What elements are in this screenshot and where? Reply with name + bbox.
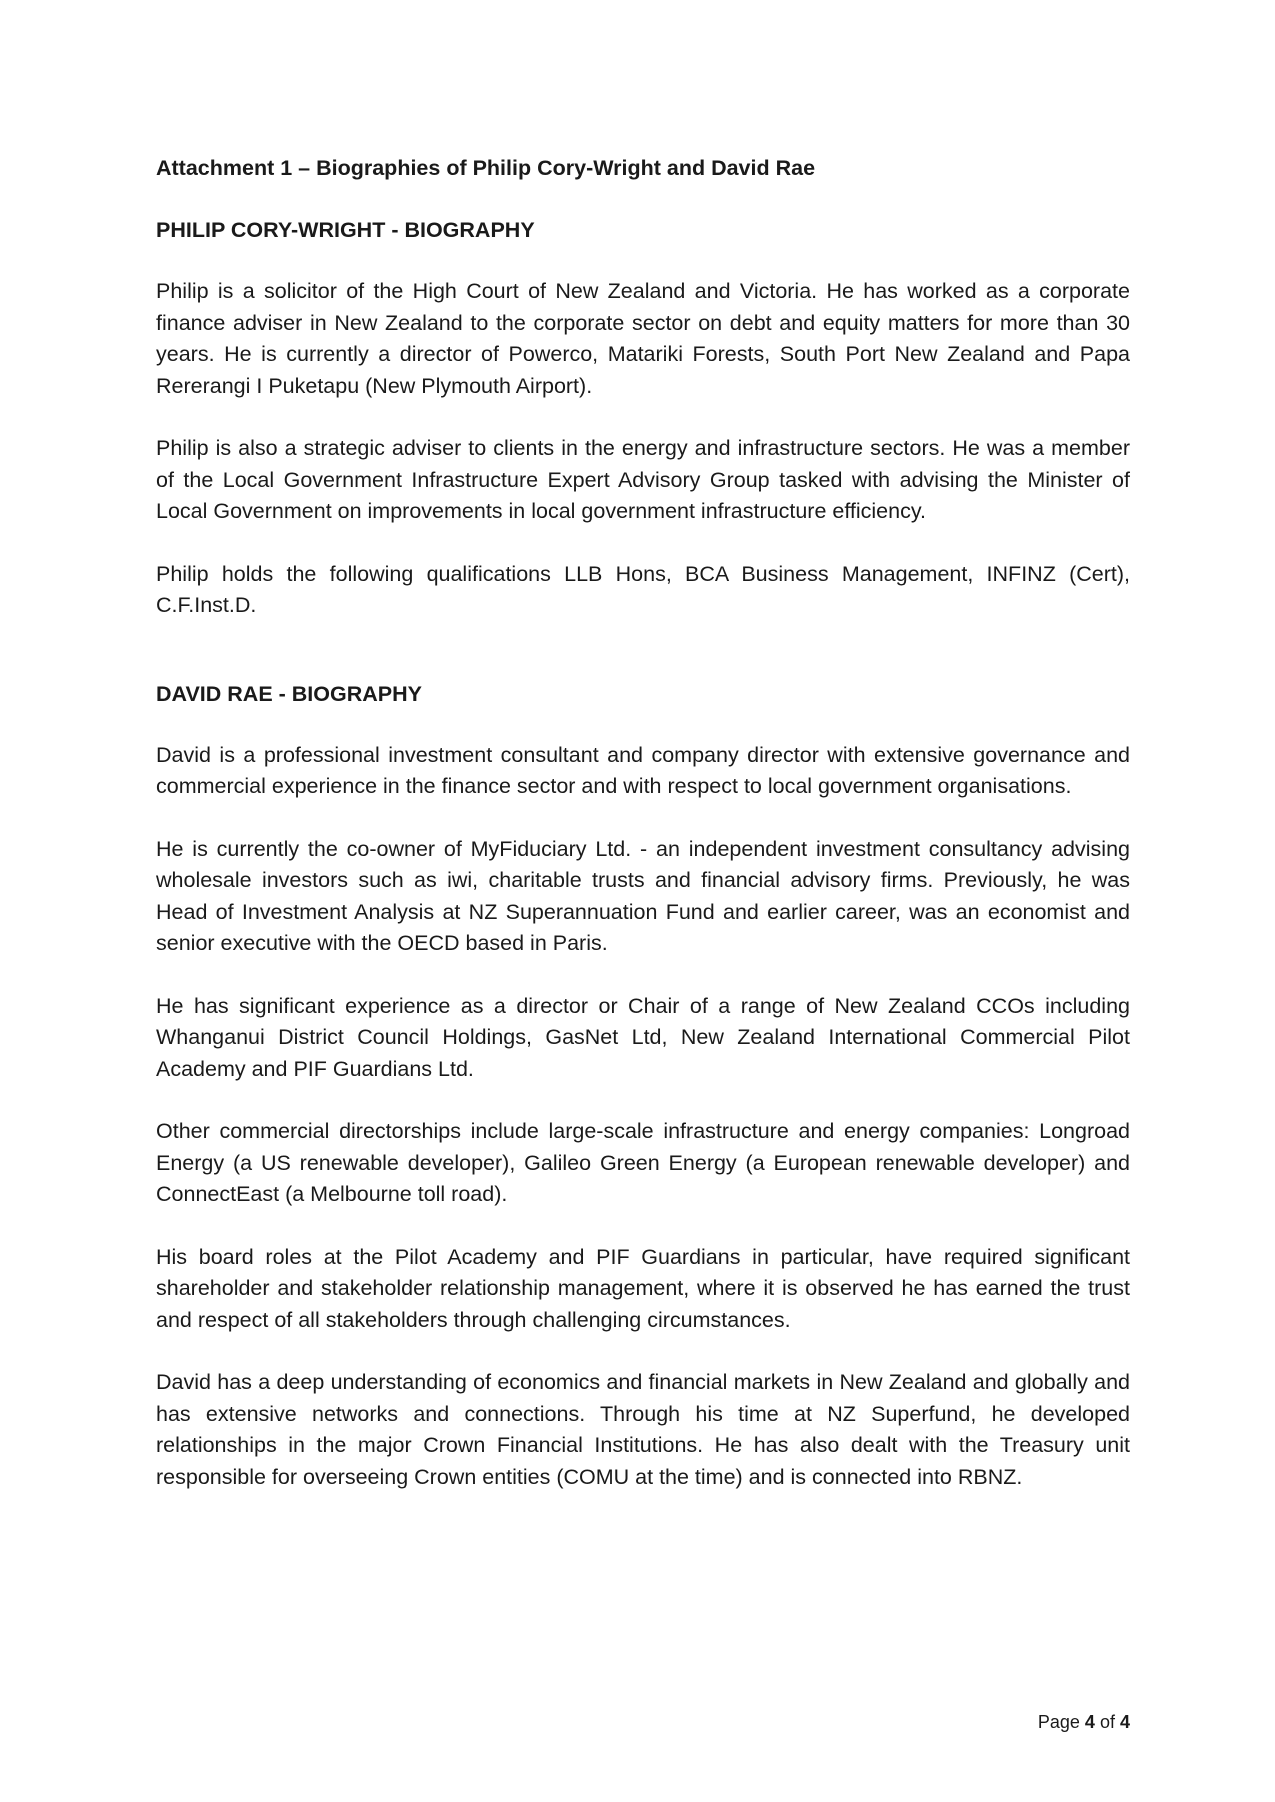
section-heading: DAVID RAE - BIOGRAPHY [156, 681, 422, 706]
paragraph: David has a deep understanding of economics and financial markets in New Zealand and globally and has extensive networks and connections. Through his time at NZ Superfund, he developed relationships in the major Crown Financial Institutions. He has also dealt with the Treasury unit responsible for overseeing Crown entities (COMU at the time) and is connected into RBNZ. [156, 1370, 1130, 1489]
paragraph: Philip is a solicitor of the High Court of New Zealand and Victoria. He has worked as a corporate finance adviser in New Zealand to the corporate sector on debt and equity matters for more than 30 years. He is currently a director of Powerco, Matariki Forests, South Port New Zealand and Papa Rererangi I Puketapu (New Plymouth Airport). [156, 279, 1130, 398]
page-number-footer [1038, 1710, 1130, 1734]
section-philip-cory-wright [156, 214, 1130, 622]
paragraph: Other commercial directorships include large-scale infrastructure and energy companies: Longroad Energy (a US renewable developer), Galileo Green Energy (a European renewable developer) and ConnectEast (a Melbourne toll road). [156, 1119, 1130, 1206]
paragraph: Philip is also a strategic adviser to clients in the energy and infrastructure sectors. He was a member of the Local Government Infrastructure Expert Advisory Group tasked with advising the Minister of Local Government on improvements in local government infrastructure efficiency. [156, 436, 1130, 523]
section-heading: PHILIP CORY-WRIGHT - BIOGRAPHY [156, 218, 535, 242]
total-page-number: 4 [1119, 1712, 1130, 1732]
current-page-number: 4 [1084, 1712, 1095, 1732]
paragraph: Philip holds the following qualifications LLB Hons, BCA Business Management, INFINZ (Cert), C.F.Inst.D. [156, 561, 1130, 617]
document-title: Attachment 1 – Biographies of Philip Cory-Wright and David Rae [156, 156, 816, 180]
paragraph: His board roles at the Pilot Academy and PIF Guardians in particular, have required significant shareholder and stakeholder relationship management, where it is observed he has earned the trust and respect of all stakeholders through challenging circumstances. [156, 1244, 1130, 1332]
of-word: of [1099, 1712, 1115, 1732]
paragraph: He has significant experience as a director or Chair of a range of New Zealand CCOs including Whanganui District Council Holdings, GasNet Ltd, New Zealand International Commercial Pilot Academy and PIF Guardians Ltd. [156, 993, 1130, 1081]
paragraph: David is a professional investment consultant and company director with extensive governance and commercial experience in the finance sector and with respect to local government organisations. [156, 742, 1130, 798]
section-david-rae [156, 678, 1130, 1494]
paragraph: He is currently the co-owner of MyFiduciary Ltd. - an independent investment consultancy advising wholesale investors such as iwi, charitable trusts and financial advisory firms. Previously, he was Head of Investment Analysis at NZ Superannuation Fund and earlier career, was an economist and senior executive with the OECD based in Paris. [156, 836, 1130, 955]
page-word: Page [1037, 1712, 1080, 1732]
document-page [156, 152, 1130, 1524]
